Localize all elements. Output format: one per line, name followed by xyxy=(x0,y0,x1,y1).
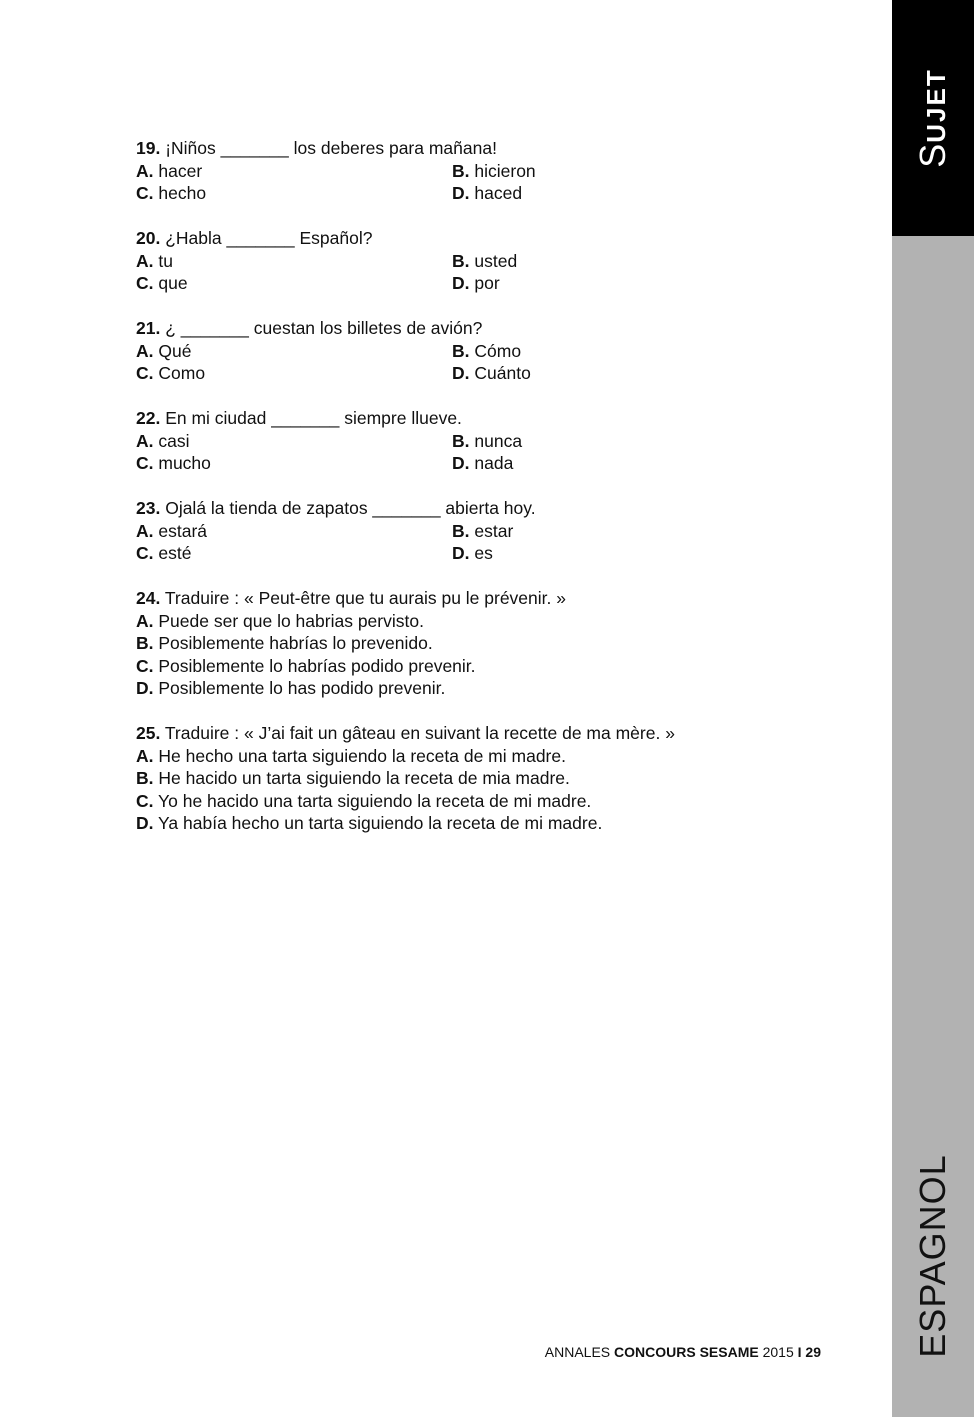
question-prompt: ¿Habla _______ Español? xyxy=(165,228,373,248)
option-text: esté xyxy=(158,543,192,563)
option-text: He hecho una tarta siguiendo la receta de mi madre. xyxy=(158,745,566,766)
option-letter: C. xyxy=(136,790,154,811)
option-text: Cómo xyxy=(474,340,522,361)
option-text: nunca xyxy=(474,430,523,451)
option-text: Como xyxy=(158,363,206,383)
option-letter: D. xyxy=(136,678,154,698)
option-letter: D. xyxy=(452,273,470,293)
question-prompt: En mi ciudad _______ siempre llueve. xyxy=(165,408,462,428)
option-letter: B. xyxy=(452,250,470,271)
option-c xyxy=(136,272,452,295)
footer-prefix: ANNALES xyxy=(544,1344,611,1360)
option-text: He hacido un tarta siguiendo la receta de mia madre. xyxy=(158,768,570,788)
question-list xyxy=(136,137,856,857)
question-prompt-line xyxy=(136,407,856,430)
question-25 xyxy=(136,722,856,835)
option-b xyxy=(452,340,521,363)
option-letter: D. xyxy=(452,543,470,563)
question-prompt-line xyxy=(136,227,856,250)
section-label-initial: S xyxy=(912,142,953,168)
options-row xyxy=(136,160,856,183)
option-d xyxy=(452,452,513,475)
option-text: hicieron xyxy=(474,160,536,181)
option-b xyxy=(136,767,856,790)
option-d xyxy=(136,812,856,835)
option-text: es xyxy=(474,543,493,563)
option-letter: D. xyxy=(136,813,154,833)
option-d xyxy=(452,272,500,295)
option-text: hecho xyxy=(158,183,207,203)
option-a xyxy=(136,250,452,273)
question-number: 24. xyxy=(136,588,161,608)
question-22 xyxy=(136,407,856,475)
subject-label: ESPAGNOL xyxy=(912,1154,953,1358)
options-row xyxy=(136,520,856,543)
question-number: 22. xyxy=(136,408,161,428)
option-text: nada xyxy=(474,453,514,473)
option-letter: B. xyxy=(452,160,470,181)
question-prompt-line xyxy=(136,587,856,610)
option-letter: C. xyxy=(136,655,154,676)
question-20 xyxy=(136,227,856,295)
options-row xyxy=(136,250,856,273)
option-letter: A. xyxy=(136,430,154,451)
option-b xyxy=(452,250,517,273)
question-21 xyxy=(136,317,856,385)
option-text: Posiblemente lo has podido prevenir. xyxy=(158,678,446,698)
option-d xyxy=(452,542,493,565)
option-letter: A. xyxy=(136,250,154,271)
options-row xyxy=(136,340,856,363)
option-letter: A. xyxy=(136,160,154,181)
option-text: Ya había hecho un tarta siguiendo la receta de mi madre. xyxy=(158,813,603,833)
footer-year: 2015 xyxy=(762,1344,794,1360)
option-a xyxy=(136,520,452,543)
option-c xyxy=(136,542,452,565)
option-a xyxy=(136,430,452,453)
question-prompt: ¿ _______ cuestan los billetes de avión? xyxy=(165,318,483,338)
option-text: estará xyxy=(158,520,208,541)
option-text: Cuánto xyxy=(474,363,531,383)
option-d xyxy=(452,362,531,385)
option-letter: C. xyxy=(136,183,154,203)
option-text: tu xyxy=(158,250,173,271)
option-text: Puede ser que lo habrias pervisto. xyxy=(158,610,424,631)
option-text: haced xyxy=(474,183,523,203)
option-letter: A. xyxy=(136,340,154,361)
question-prompt: Ojalá la tienda de zapatos _______ abierta hoy. xyxy=(165,498,536,518)
section-label xyxy=(912,68,954,167)
option-c xyxy=(136,362,452,385)
option-text: estar xyxy=(474,520,514,541)
option-text: Qué xyxy=(158,340,192,361)
question-prompt: Traduire : « J’ai fait un gâteau en suivant la recette de ma mère. » xyxy=(164,723,675,743)
option-letter: B. xyxy=(136,768,154,788)
question-19 xyxy=(136,137,856,205)
option-letter: B. xyxy=(136,633,154,653)
option-letter: C. xyxy=(136,273,154,293)
footer-separator: I xyxy=(797,1344,802,1360)
option-letter: A. xyxy=(136,520,154,541)
option-text: Posiblemente lo habrías podido prevenir. xyxy=(158,655,476,676)
question-23 xyxy=(136,497,856,565)
options-row xyxy=(136,182,856,205)
option-letter: D. xyxy=(452,453,470,473)
option-d xyxy=(452,182,522,205)
options-row xyxy=(136,542,856,565)
question-prompt-line xyxy=(136,137,856,160)
option-c xyxy=(136,790,856,813)
options-row xyxy=(136,272,856,295)
question-prompt-line xyxy=(136,317,856,340)
options-row xyxy=(136,362,856,385)
option-a xyxy=(136,745,856,768)
question-number: 19. xyxy=(136,138,161,158)
option-c xyxy=(136,182,452,205)
option-text: hacer xyxy=(158,160,203,181)
option-letter: C. xyxy=(136,453,154,473)
option-a xyxy=(136,340,452,363)
option-d xyxy=(136,677,856,700)
question-prompt: Traduire : « Peut-être que tu aurais pu le prévenir. » xyxy=(164,588,566,608)
option-c xyxy=(136,452,452,475)
question-number: 23. xyxy=(136,498,161,518)
option-letter: B. xyxy=(452,520,470,541)
option-a xyxy=(136,610,856,633)
option-text: por xyxy=(474,273,500,293)
option-b xyxy=(452,430,522,453)
page-number: 29 xyxy=(805,1344,821,1360)
question-number: 20. xyxy=(136,228,161,248)
footer-publication: CONCOURS SESAME xyxy=(614,1344,759,1360)
option-a xyxy=(136,160,452,183)
option-text: mucho xyxy=(158,453,211,473)
option-text: casi xyxy=(158,430,190,451)
option-letter: B. xyxy=(452,340,470,361)
options-row xyxy=(136,452,856,475)
question-24 xyxy=(136,587,856,700)
section-label-rest: UJET xyxy=(921,68,951,143)
options-row xyxy=(136,430,856,453)
option-letter: B. xyxy=(452,430,470,451)
option-b xyxy=(136,632,856,655)
option-letter: A. xyxy=(136,610,154,631)
option-letter: C. xyxy=(136,363,154,383)
question-number: 21. xyxy=(136,318,161,338)
option-text: Posiblemente habrías lo prevenido. xyxy=(158,633,433,653)
question-prompt: ¡Niños _______ los deberes para mañana! xyxy=(165,138,497,158)
option-c xyxy=(136,655,856,678)
option-b xyxy=(452,520,513,543)
option-letter: A. xyxy=(136,745,154,766)
option-letter: D. xyxy=(452,363,470,383)
option-b xyxy=(452,160,536,183)
option-letter: C. xyxy=(136,543,154,563)
option-text: usted xyxy=(474,250,518,271)
page-footer xyxy=(545,1344,821,1360)
question-prompt-line xyxy=(136,497,856,520)
option-text: Yo he hacido una tarta siguiendo la receta de mi madre. xyxy=(158,790,592,811)
question-number: 25. xyxy=(136,723,161,743)
option-letter: D. xyxy=(452,183,470,203)
question-prompt-line xyxy=(136,722,856,745)
option-text: que xyxy=(158,273,188,293)
